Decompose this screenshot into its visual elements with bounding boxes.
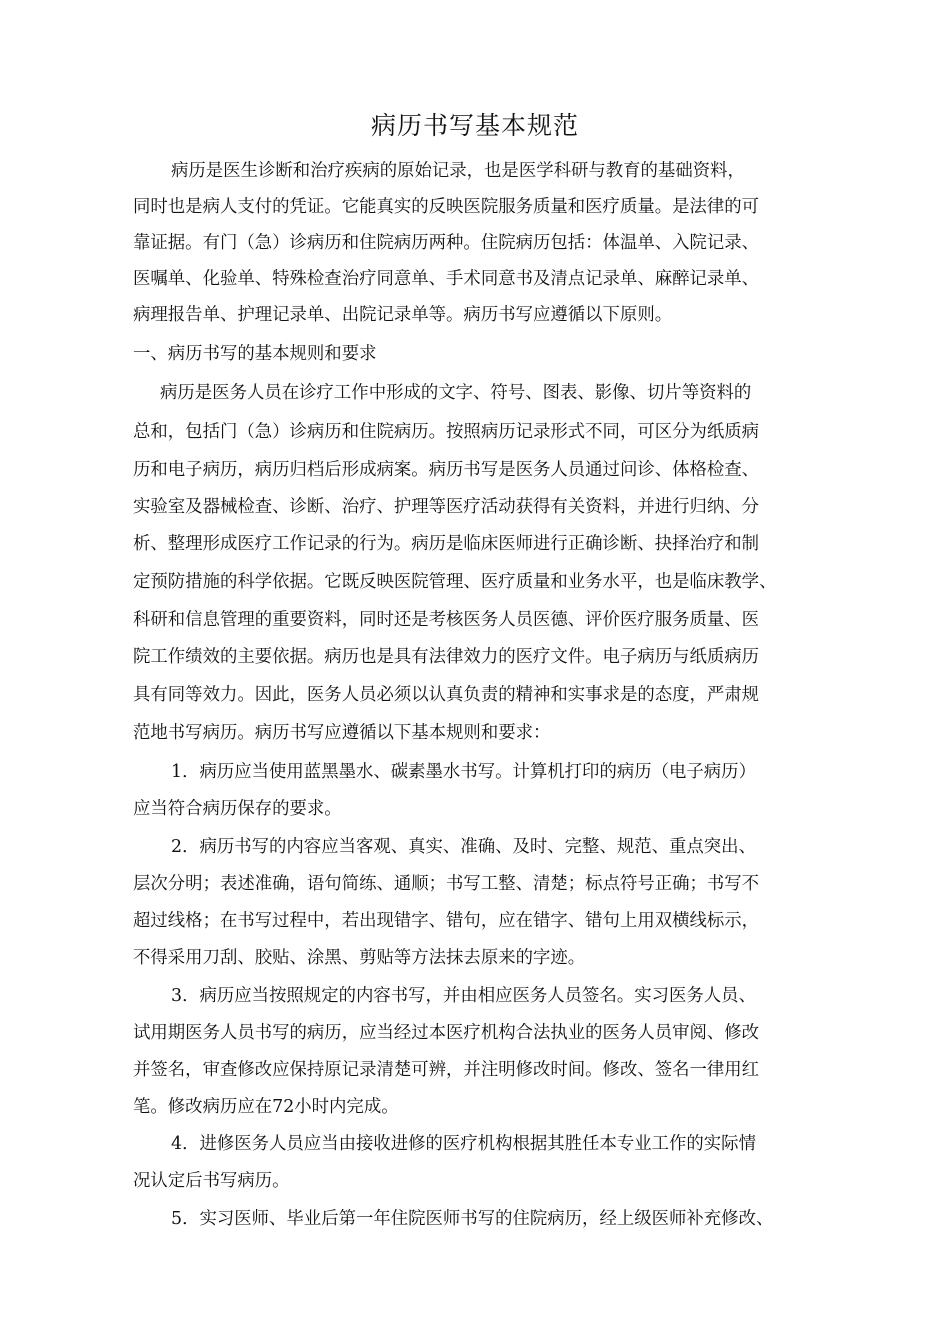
intro-line-1: 病历是医生诊断和治疗疾病的原始记录，也是医学科研与教育的基础资料，: [171, 161, 745, 181]
rule-3-line-3: 并签名，审查修改应保持原记录清楚可辨，并注明修改时间。修改、签名一律用红: [133, 1060, 760, 1080]
section-paragraph-line-9: 具有同等效力。因此，医务人员必须以认真负责的精神和实事求是的态度，严肃规: [133, 685, 760, 705]
rule-3-line-1: 3．病历应当按照规定的内容书写，并由相应医务人员签名。实习医务人员、: [171, 986, 756, 1006]
section-paragraph-line-7: 科研和信息管理的重要资料，同时还是考核医务人员医德、评价医疗服务质量、医: [133, 610, 760, 630]
rule-3-line-4: 笔。修改病历应在72小时内完成。: [133, 1097, 399, 1117]
section-paragraph-line-6: 定预防措施的科学依据。它既反映医院管理、医疗质量和业务水平，也是临床教学、: [133, 572, 777, 592]
rule-2-line-1: 2．病历书写的内容应当客观、真实、准确、及时、完整、规范、重点突出、: [171, 837, 756, 857]
rule-1-line-1: 1．病历应当使用蓝黑墨水、碳素墨水书写。计算机打印的病历（电子病历）: [171, 762, 756, 782]
section-paragraph-line-5: 析、整理形成医疗工作记录的行为。病历是临床医师进行正确诊断、抉择治疗和制: [133, 534, 760, 554]
rule-2-line-3: 超过线格；在书写过程中，若出现错字、错句，应在错字、错句上用双横线标示，: [133, 911, 760, 931]
section-paragraph-line-8: 院工作绩效的主要依据。病历也是具有法律效力的医疗文件。电子病历与纸质病历: [133, 647, 760, 667]
section-paragraph-line-2: 总和，包括门（急）诊病历和住院病历。按照病历记录形式不同，可区分为纸质病: [133, 422, 760, 442]
section-paragraph-line-10: 范地书写病历。病历书写应遵循以下基本规则和要求：: [133, 723, 551, 743]
section-paragraph-line-4: 实验室及器械检查、诊断、治疗、护理等医疗活动获得有关资料，并进行归纳、分: [133, 497, 760, 517]
section-paragraph-line-3: 历和电子病历，病历归档后形成病案。病历书写是医务人员通过问诊、体格检查、: [133, 460, 760, 480]
rule-5-line-1: 5．实习医师、毕业后第一年住院医师书写的住院病历，经上级医师补充修改、: [171, 1209, 774, 1229]
rule-4-line-1: 4．进修医务人员应当由接收进修的医疗机构根据其胜任本专业工作的实际情: [171, 1134, 756, 1154]
section-heading-1: 一、病历书写的基本规则和要求: [133, 344, 377, 364]
rule-2-line-4: 不得采用刀刮、胶贴、涂黑、剪贴等方法抹去原来的字迹。: [133, 948, 586, 968]
rule-1-line-2: 应当符合病历保存的要求。: [133, 799, 342, 819]
document-title: 病历书写基本规范: [370, 111, 579, 140]
rule-4-line-2: 况认定后书写病历。: [133, 1171, 290, 1191]
rule-2-line-2: 层次分明；表述准确，语句简练、通顺；书写工整、清楚；标点符号正确；书写不: [133, 874, 760, 894]
intro-line-3: 靠证据。有门（急）诊病历和住院病历两种。住院病历包括：体温单、入院记录、: [133, 233, 760, 253]
section-paragraph-line-1: 病历是医务人员在诊疗工作中形成的文字、符号、图表、影像、切片等资料的: [160, 383, 752, 403]
intro-line-4: 医嘱单、化验单、特殊检查治疗同意单、手术同意书及清点记录单、麻醉记录单、: [133, 269, 760, 289]
intro-line-2: 同时也是病人支付的凭证。它能真实的反映医院服务质量和医疗质量。是法律的可: [133, 197, 760, 217]
intro-line-5: 病理报告单、护理记录单、出院记录单等。病历书写应遵循以下原则。: [133, 305, 673, 325]
rule-3-line-2: 试用期医务人员书写的病历，应当经过本医疗机构合法执业的医务人员审阅、修改: [133, 1023, 760, 1043]
